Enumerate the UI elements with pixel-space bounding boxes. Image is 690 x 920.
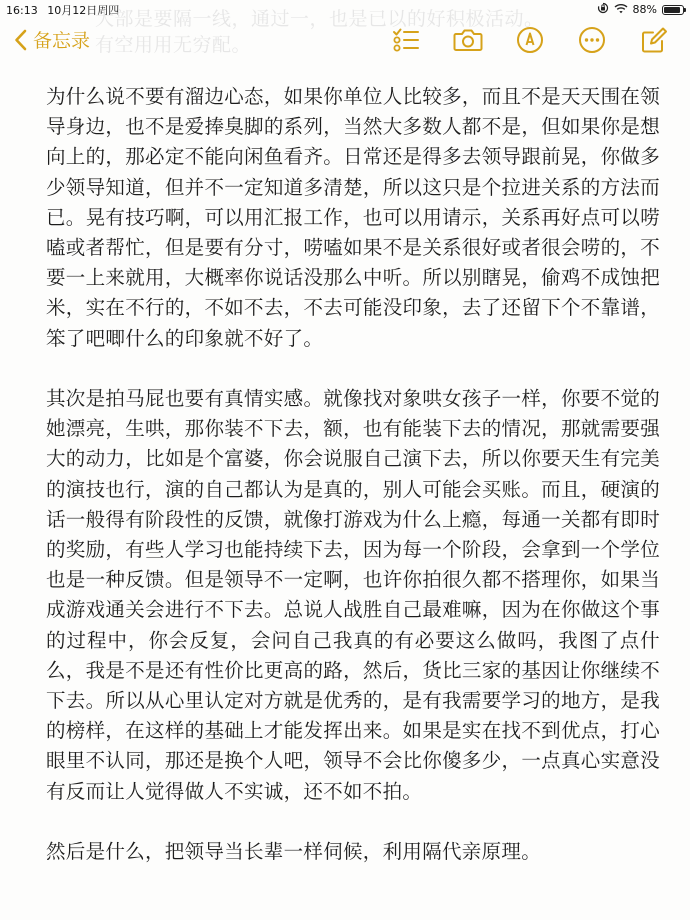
- compose-icon: [640, 26, 668, 54]
- compose-button[interactable]: [638, 24, 670, 56]
- toolbar: [390, 24, 670, 56]
- markup-button[interactable]: [514, 24, 546, 56]
- more-icon: [578, 26, 606, 54]
- battery-percent: 88%: [632, 3, 657, 16]
- note-paragraph[interactable]: 为什么说不要有溜边心态，如果你单位人比较多，而且不是天天围在领导身边，也不是爱捧臭脚的系列，当然大多数人都不是，但如果你是想向上的，那必定不能向闲鱼看齐。日常还是得多去领导跟前晃，你做多少领导知道，但并不一定知道多清楚，所以这只是个拉进关系的方法而已。晃有技巧啊，可以用汇报工作，也可以用请示，关系再好点可以唠嗑或者帮忙，但是要有分寸，唠嗑如果不是关系很好或者很会唠的，不要一上来就用，大概率你说话没那么中听。所以别瞎晃，偷鸡不成蚀把米，实在不行的，不如不去，不去可能没印象，去了还留下个不靠谱，笨了吧唧什么的印象就不好了。: [46, 85, 660, 350]
- camera-icon: [453, 28, 483, 52]
- battery-level-fill: [664, 7, 680, 13]
- markup-pen-icon: [516, 26, 544, 54]
- status-time: 16:13: [6, 4, 38, 17]
- battery-icon: [662, 5, 684, 15]
- ghost-line: 大部是要隔一线，通过一，也是已以的好积极活动。: [95, 8, 544, 30]
- note-paragraph[interactable]: 其次是拍马屁也要有真情实感。就像找对象哄女孩子一样，你要不觉的她漂亮，生哄，那你装不下去，额，也有能装下去的情况，那就需要强大的动力，比如是个富婆，你会说服自己演下去，所以你要天生有完美的演技也行，演的自己都认为是真的，别人可能会买账。而且，硬演的话一般得有阶段性的反馈，就像打游戏为什么上瘾，每通一关都有即时的奖励，有些人学习也能持续下去，因为每一个阶段，会拿到一个学位也是一种反馈。但是领导不一定啊，也许你拍很久都不搭理你，如果当成游戏通关会进行不下去。总说人战胜自己最难嘛，因为在你做这个事的过程中，你会反复，会问自己我真的有必要这么做吗，我图了点什么，我是不是还有性价比更高的路，然后，货比三家的基因让你继续不下去。所以从心里认定对方就是优秀的，是有我需要学习的地方，是我的榜样，在这样的基础上才能发挥出来。如果是实在找不到优点，打心眼里不认同，那还是换个人吧，领导不会比你傻多少，一点真心实意没有反而让人觉得做人不实诚，还不如不拍。: [46, 387, 660, 803]
- nav-bar: [0, 18, 690, 64]
- checklist-icon: [392, 27, 420, 53]
- note-paragraph[interactable]: 然后是什么，把领导当长辈一样伺候，利用隔代亲原理。: [46, 840, 542, 864]
- lock-rotation-icon: [597, 2, 609, 17]
- checklist-button[interactable]: [390, 24, 422, 56]
- more-button[interactable]: [576, 24, 608, 56]
- status-date: 10月12日周四: [47, 4, 120, 17]
- camera-button[interactable]: [452, 24, 484, 56]
- note-body[interactable]: [46, 82, 660, 897]
- back-button[interactable]: [14, 26, 90, 53]
- back-label: 备忘录: [33, 30, 91, 52]
- ghost-line: 有空用用无穷配。: [95, 34, 252, 56]
- status-right: [597, 2, 684, 17]
- chevron-left-icon: [14, 29, 27, 51]
- wifi-icon: [614, 3, 628, 17]
